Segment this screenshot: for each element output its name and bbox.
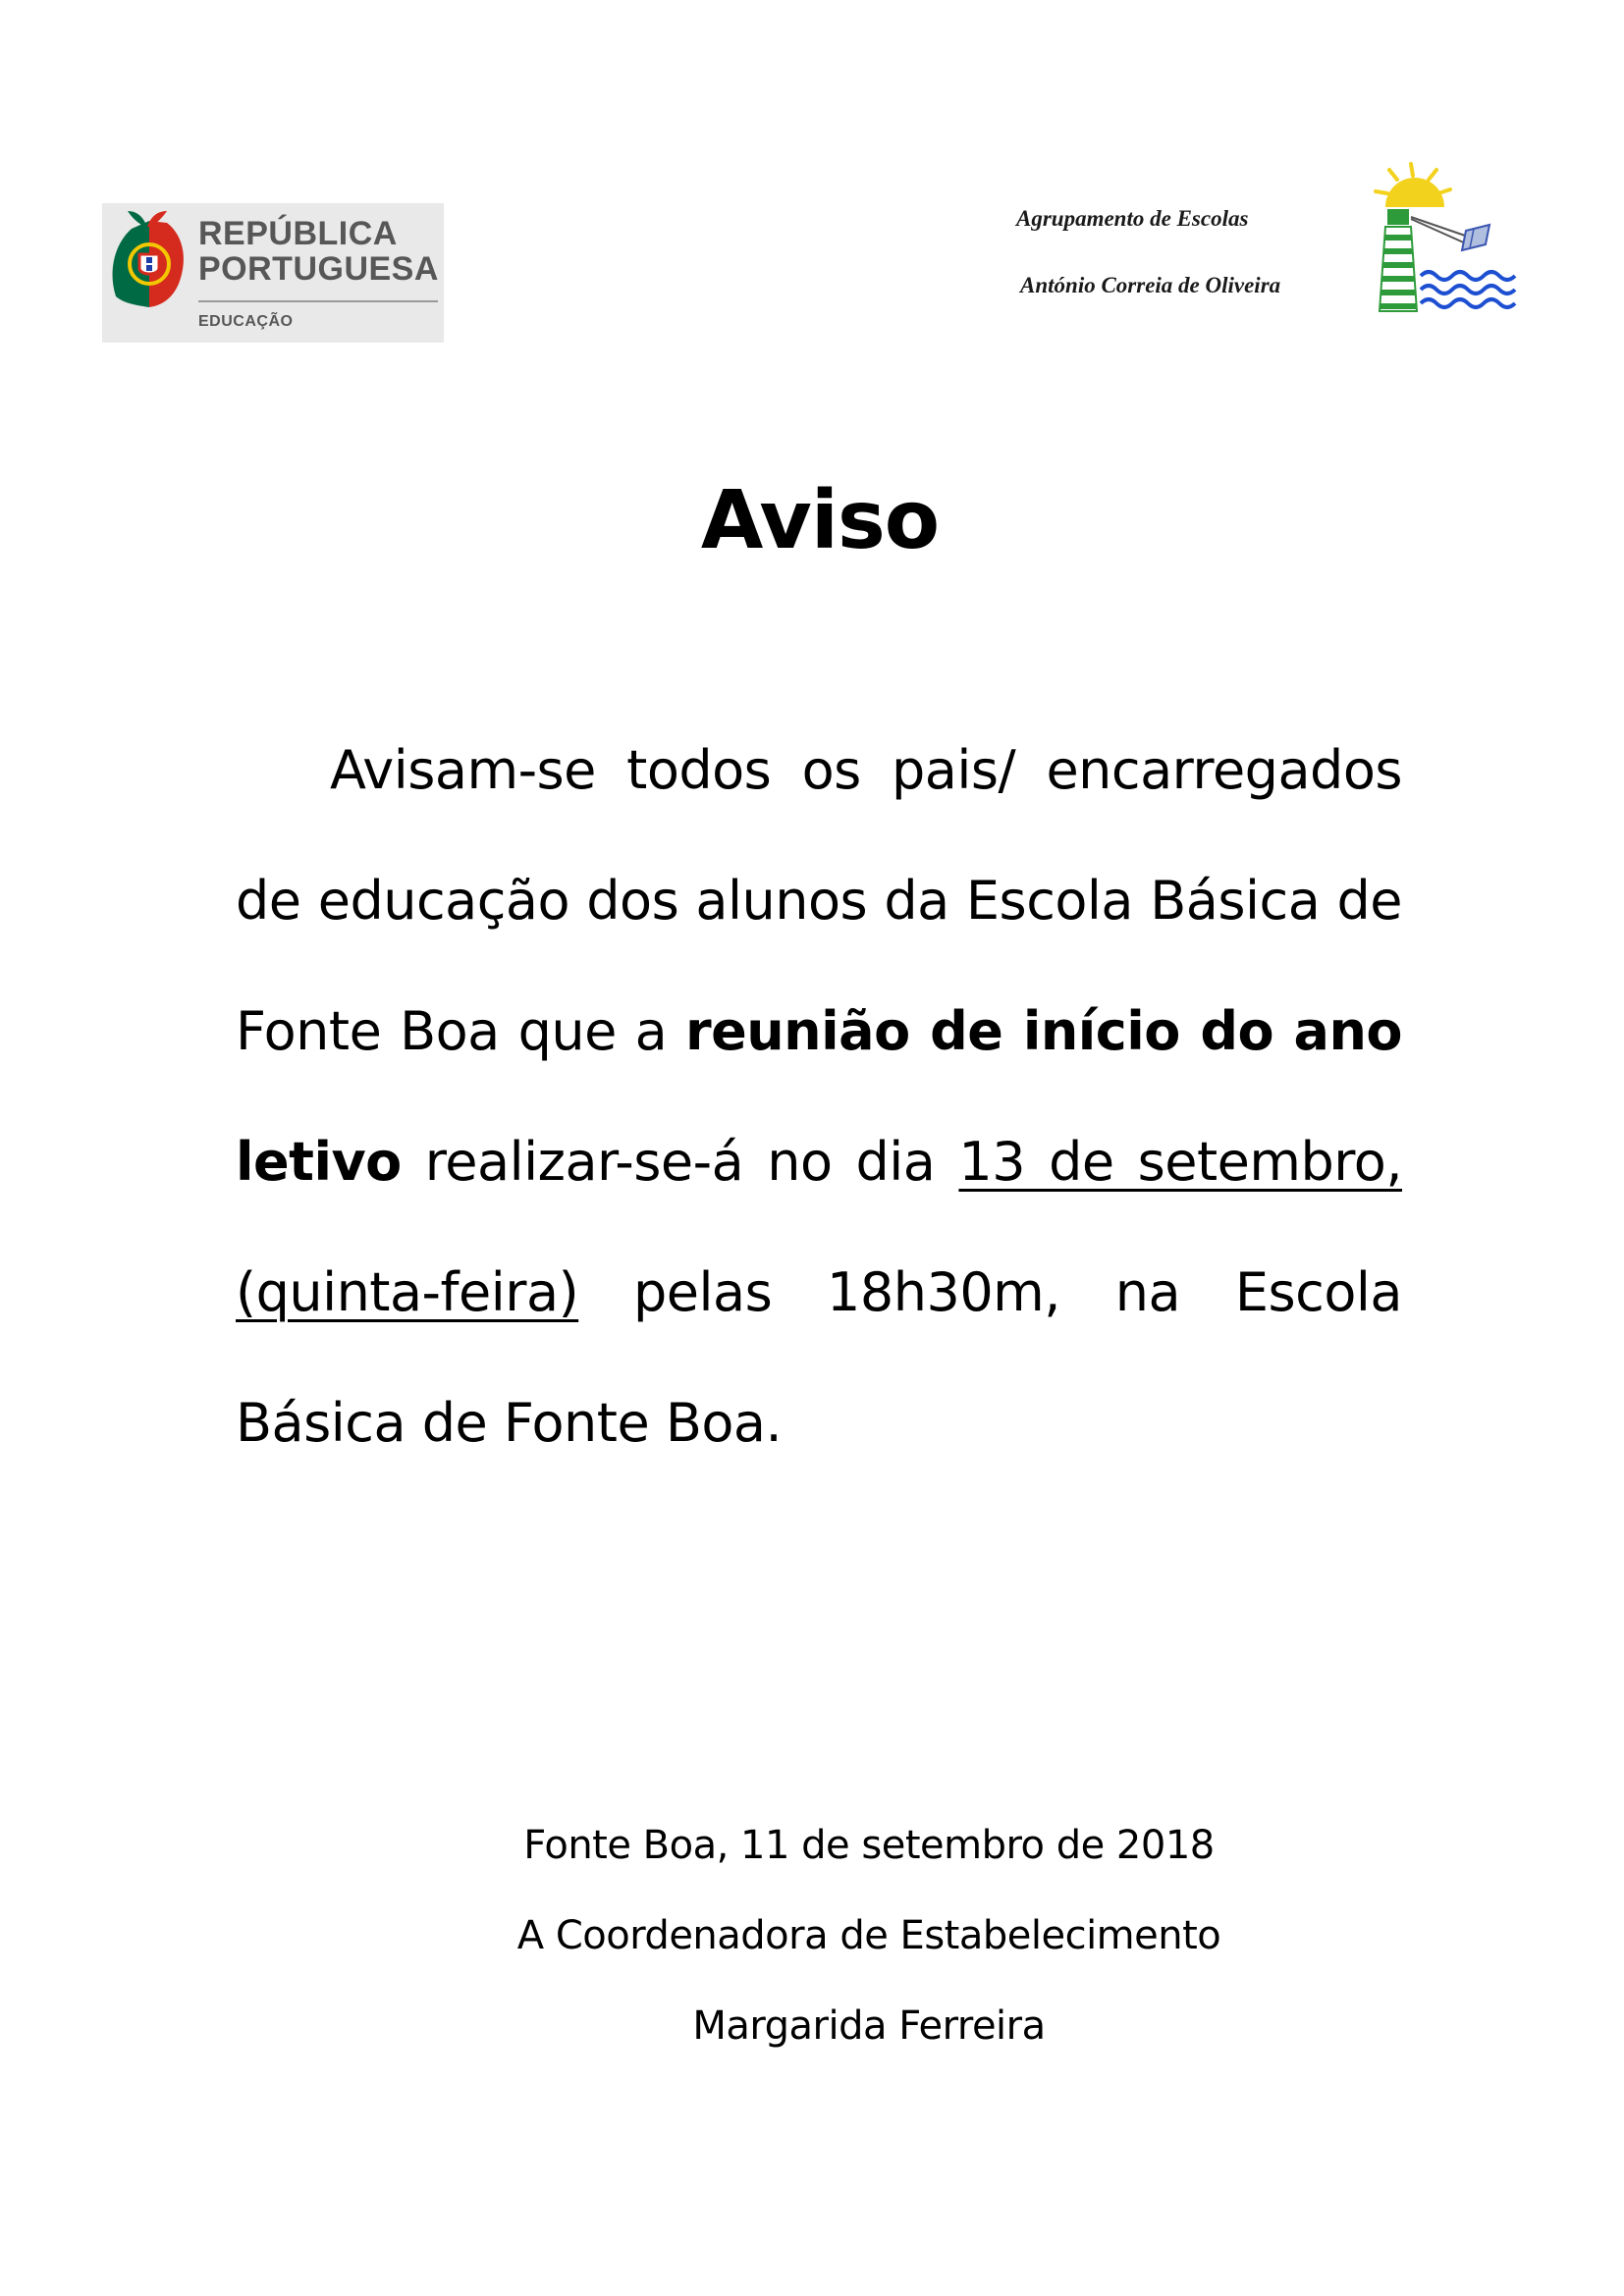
notice-body <box>236 705 1402 1488</box>
logo-text-educacao: EDUCAÇÃO <box>198 313 294 330</box>
logo-divider <box>198 300 438 302</box>
notice-body-date: 13 de setembro, (quinta-feira) <box>236 1131 1402 1323</box>
signer-name: Margarida Ferreira <box>692 2003 1046 2049</box>
republica-portuguesa-logo <box>102 203 444 343</box>
place-and-date: Fonte Boa, 11 de setembro de 2018 <box>523 1823 1215 1868</box>
notice-body-date-lead: realizar-se-á no dia <box>401 1131 959 1193</box>
logo-text-agrupamento: Agrupamento de Escolas <box>1016 206 1249 231</box>
notice-body-time-place: pelas 18h30m, na Escola Básica de Fonte Boa. <box>236 1261 1402 1454</box>
notice-body-meeting: reunião de início do ano letivo <box>236 1000 1402 1193</box>
notice-body-intro: Avisam-se todos os pais/ encarregados de educação dos alunos da Escola Básica de Fonte Boa que a <box>236 739 1402 1062</box>
logo-text-school-name: António Correia de Oliveira <box>1020 273 1281 297</box>
logo-text-republica: REPÚBLICA <box>198 215 398 252</box>
notice-title: Aviso <box>700 474 940 567</box>
agrupamento-escolas-logo <box>1016 162 1527 319</box>
lighthouse-sun-waves-icon <box>1352 162 1527 319</box>
signer-role: A Coordenadora de Estabelecimento <box>516 1913 1221 1958</box>
logo-text-portuguesa: PORTUGUESA <box>198 250 439 288</box>
portuguese-flag-emblem-icon <box>102 203 196 343</box>
